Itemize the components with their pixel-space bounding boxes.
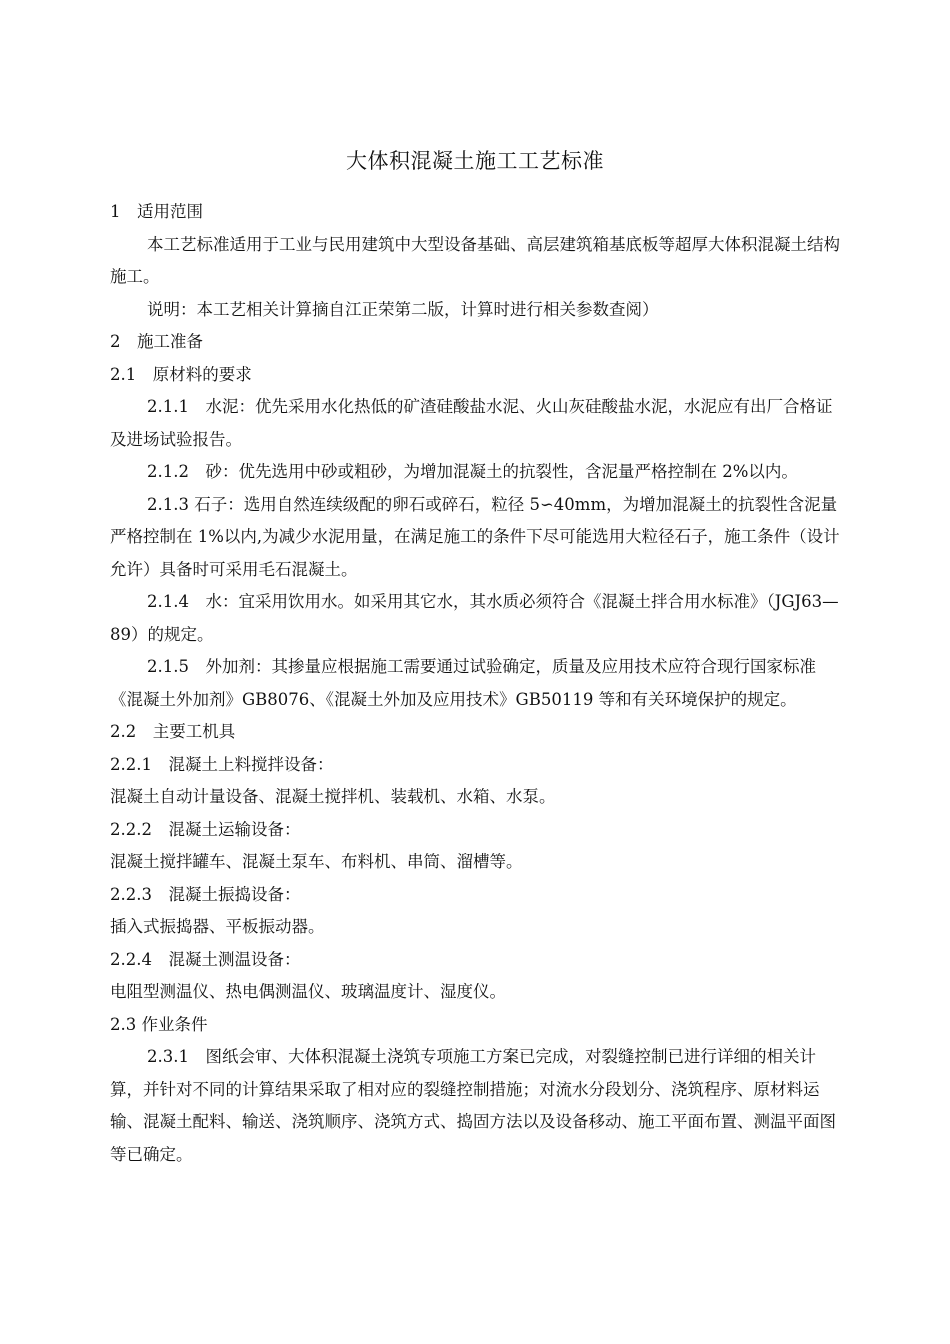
paragraph: 2.1.4 水：宜采用饮用水。如采用其它水，其水质必须符合《混凝土拌合用水标准》（JGJ63—89）的规定。 [110, 592, 839, 644]
paragraph: 2.1 原材料的要求 [110, 364, 252, 384]
paragraph: 2.3.1 图纸会审、大体积混凝土浇筑专项施工方案已完成，对裂缝控制已进行详细的相关计算，并针对不同的计算结果采取了相对应的裂缝控制措施；对流水分段划分、浇筑程序、原材料运输、混凝土配料、输送、浇筑顺序、浇筑方式、捣固方法以及设备移动、施工平面布置、测温平面图等已确定。 [110, 1047, 836, 1164]
paragraph: 2.2 主要工机具 [110, 722, 236, 741]
paragraph: 说明：本工艺相关计算摘自江正荣第二版，计算时进行相关参数查阅） [147, 299, 659, 319]
paragraph: 本工艺标准适用于工业与民用建筑中大型设备基础、高层建筑箱基底板等超厚大体积混凝土结构施工。 [110, 234, 840, 286]
paragraph: 2.2.3 混凝土振捣设备： [110, 884, 301, 904]
paragraph: 2 施工准备 [110, 332, 203, 351]
paragraph: 2.3 作业条件 [110, 1014, 208, 1034]
paragraph: 2.1.2 砂：优先选用中砂或粗砂，为增加混凝土的抗裂性，含泥量严格控制在 2%以内。 [147, 462, 798, 481]
paragraph: 2.2.1 混凝土上料搅拌设备： [110, 754, 334, 774]
paragraph: 电阻型测温仪、热电偶测温仪、玻璃温度计、湿度仪。 [110, 982, 506, 1001]
paragraph: 2.2.2 混凝土运输设备： [110, 819, 301, 839]
paragraph: 2.2.4 混凝土测温设备： [110, 949, 301, 969]
document-body [110, 196, 840, 1171]
paragraph: 插入式振捣器、平板振动器。 [110, 917, 325, 936]
paragraph: 混凝土自动计量设备、混凝土搅拌机、装载机、水箱、水泵。 [110, 787, 556, 806]
paragraph: 2.1.3 石子：选用自然连续级配的卵石或碎石，粒径 5∽40mm，为增加混凝土的抗裂性含泥量严格控制在 1%以内,为减少水泥用量，在满足施工的条件下尽可能选用大粒径石子，施工条件（设计允许）具备时可采用毛石混凝土。 [110, 494, 840, 579]
paragraph: 2.1.5 外加剂：其掺量应根据施工需要通过试验确定，质量及应用技术应符合现行国家标准《混凝土外加剂》GB8076、《混凝土外加及应用技术》GB50119 等和有关环境保护的规定。 [110, 657, 816, 709]
paragraph: 混凝土搅拌罐车、混凝土泵车、布料机、串筒、溜槽等。 [110, 852, 523, 871]
paragraph: 1 适用范围 [110, 202, 203, 221]
paragraph: 2.1.1 水泥：优先采用水化热低的矿渣硅酸盐水泥、火山灰硅酸盐水泥，水泥应有出厂合格证及进场试验报告。 [110, 397, 833, 449]
document-title: 大体积混凝土施工工艺标准 [346, 149, 604, 173]
